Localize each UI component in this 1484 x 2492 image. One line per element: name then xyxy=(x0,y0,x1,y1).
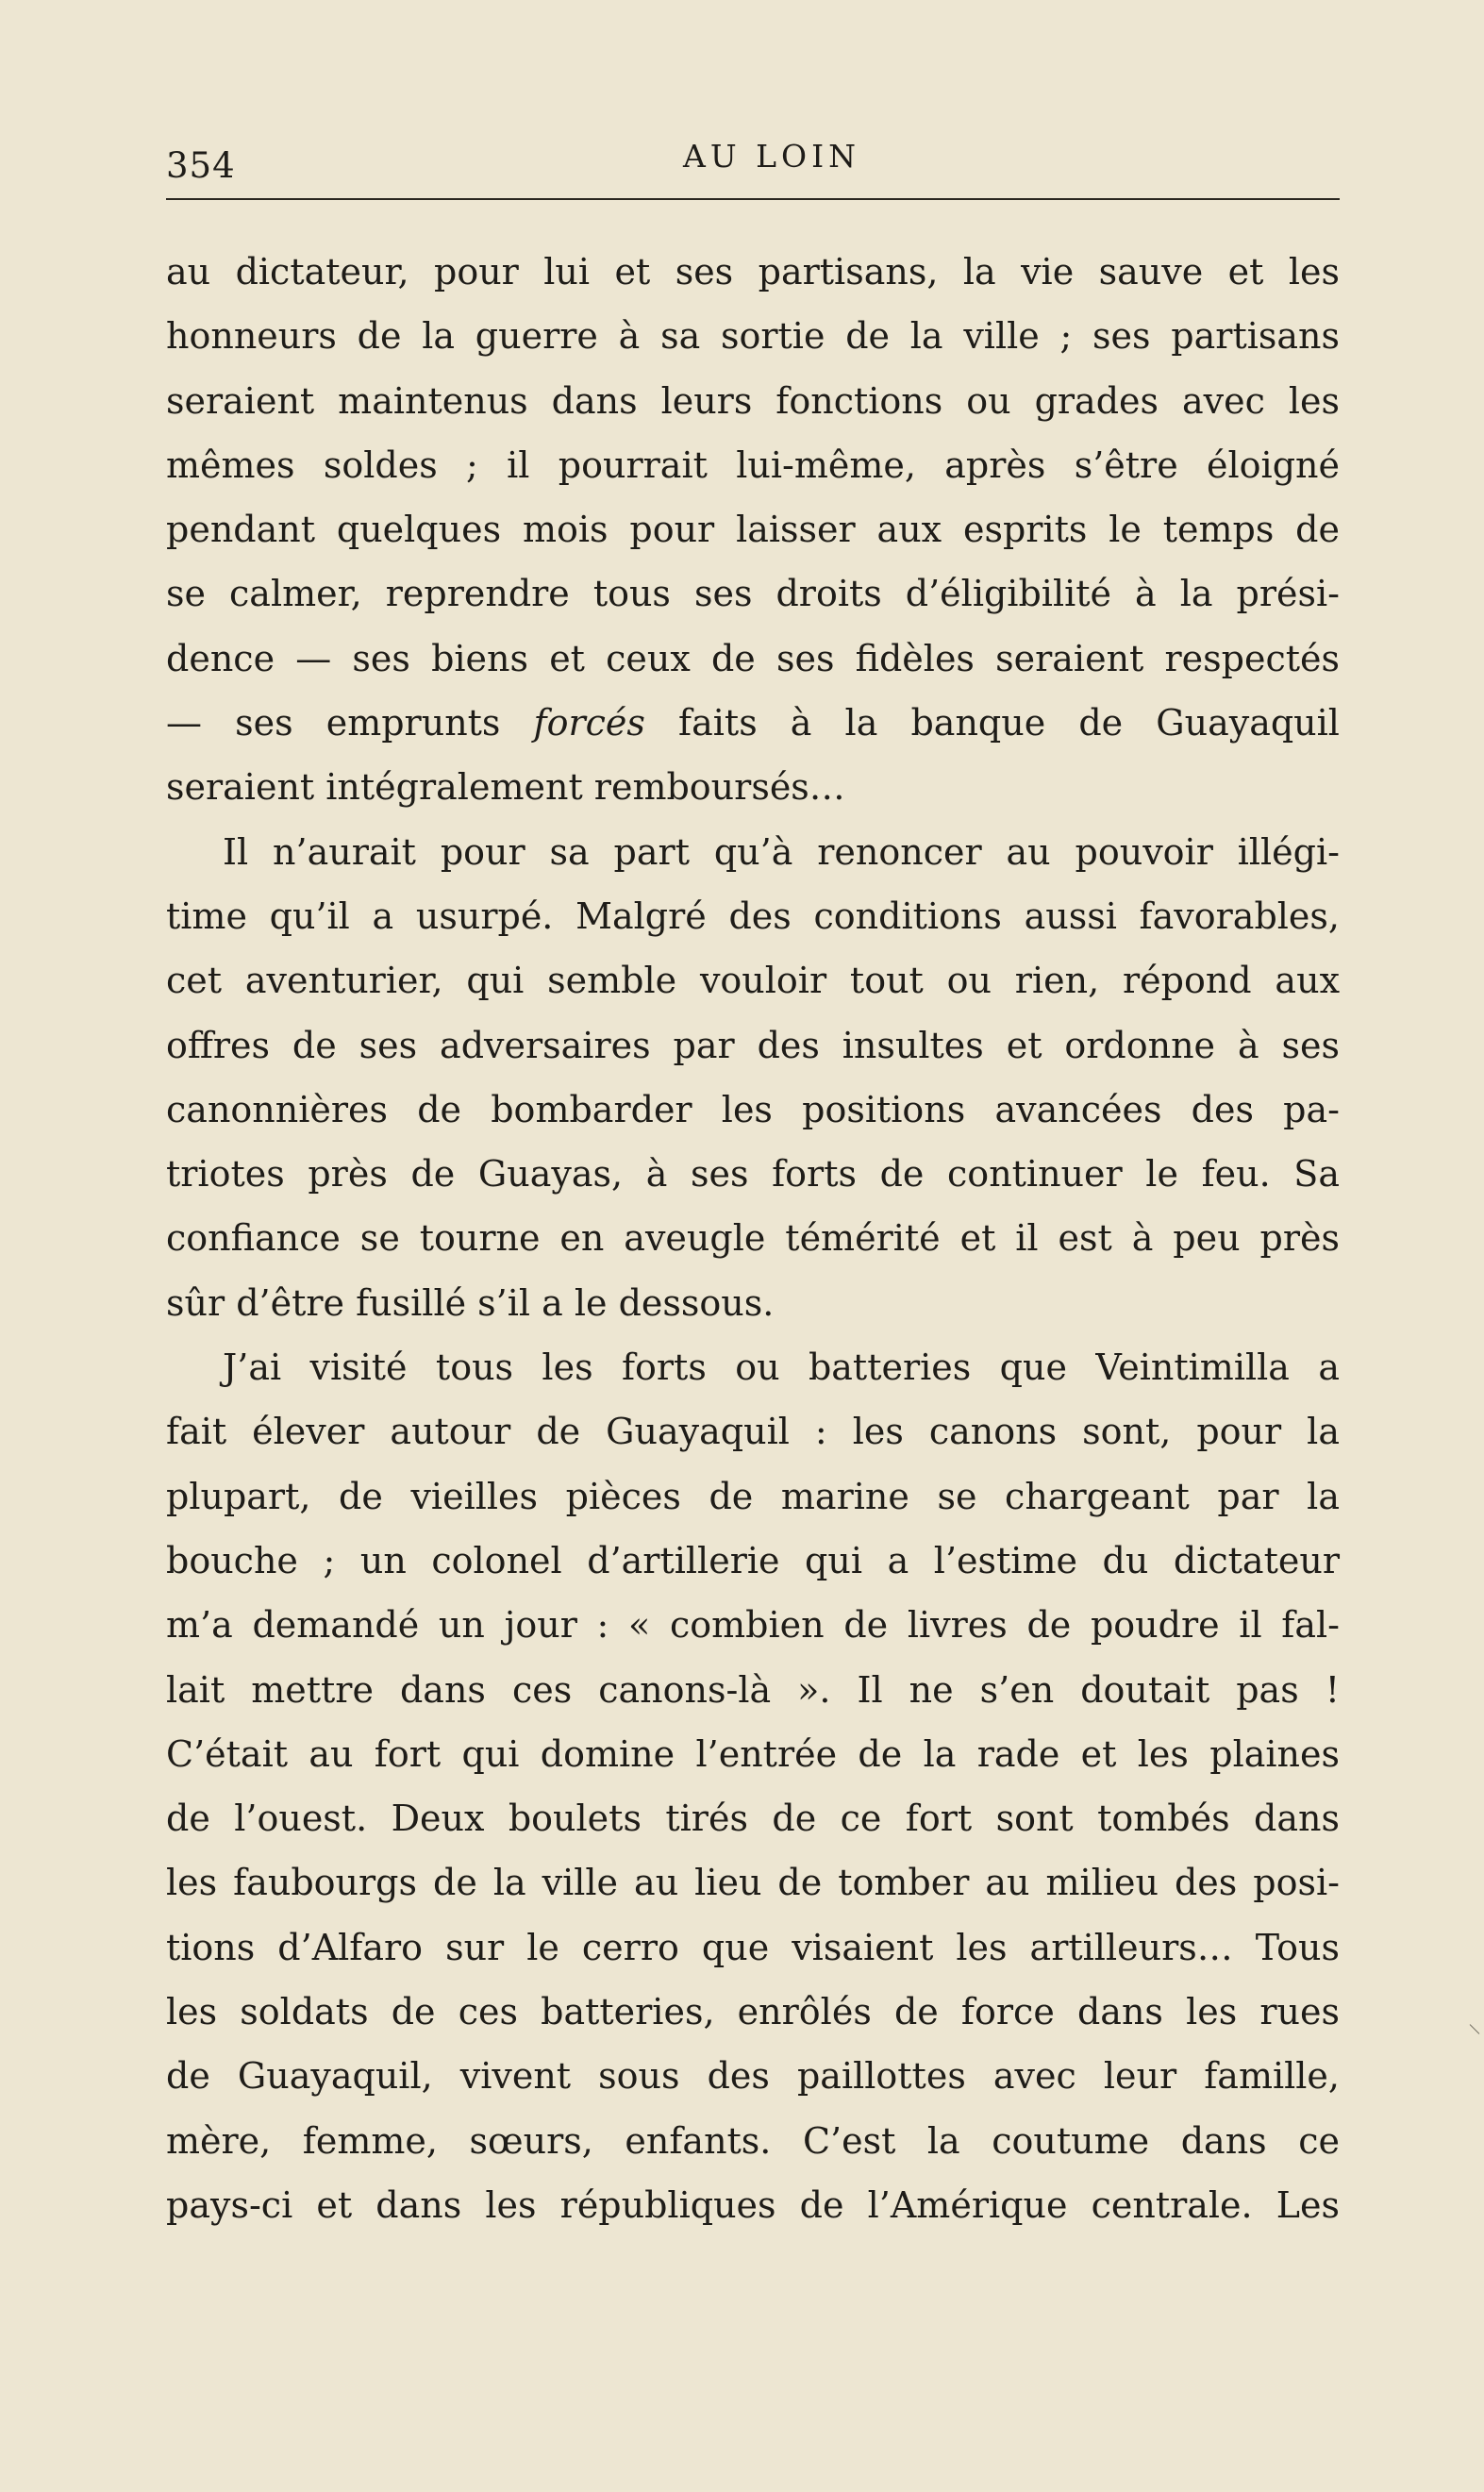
text-line: mère, femme, sœurs, enfants. C’est la coutume dans ce xyxy=(166,2119,1340,2162)
header-rule xyxy=(166,198,1340,200)
paragraph-start-line: J’ai visité tous les forts ou batteries que Veintimilla a xyxy=(223,1346,1340,1389)
text-line: m’a demandé un jour : « combien de livres de poudre il fal- xyxy=(166,1604,1340,1647)
text-segment: — ses emprunts xyxy=(166,702,501,744)
text-line: dence — ses biens et ceux de ses fidèles seraient respectés xyxy=(166,637,1340,679)
text-line: time qu’il a usurpé. Malgré des conditions aussi favorables, xyxy=(166,895,1340,937)
text-segment: faits à la banque de Guayaquil xyxy=(678,702,1340,744)
page-number: 354 xyxy=(166,145,236,186)
text-line: pays-ci et dans les républiques de l’Amérique centrale. Les xyxy=(166,2183,1340,2226)
text-line: plupart, de vieilles pièces de marine se chargeant par la xyxy=(166,1475,1340,1517)
text-line: fait élever autour de Guayaquil : les canons sont, pour la xyxy=(166,1411,1340,1453)
paragraph-start-line: Il n’aurait pour sa part qu’à renoncer au pouvoir illégi- xyxy=(223,830,1340,873)
text-line: de Guayaquil, vivent sous des paillottes avec leur famille, xyxy=(166,2055,1340,2098)
margin-mark xyxy=(1470,2024,1480,2034)
text-line: canonnières de bombarder les positions avancées des pa- xyxy=(166,1088,1340,1130)
text-line: les soldats de ces batteries, enrôlés de force dans les rues xyxy=(166,1991,1340,2033)
paragraph-end-line: seraient intégralement remboursés… xyxy=(166,766,845,809)
text-line: mêmes soldes ; il pourrait lui-même, après s’être éloigné xyxy=(166,443,1340,486)
text-line: confiance se tourne en aveugle témérité et il est à peu près xyxy=(166,1217,1340,1260)
body-text xyxy=(166,240,1340,2237)
text-line: C’était au fort qui domine l’entrée de la rade et les plaines xyxy=(166,1732,1340,1775)
text-line: cet aventurier, qui semble vouloir tout ou rien, répond aux xyxy=(166,960,1340,1002)
text-line: se calmer, reprendre tous ses droits d’éligibilité à la prési- xyxy=(166,573,1340,615)
paragraph-end-line: sûr d’être fusillé s’il a le dessous. xyxy=(166,1281,775,1324)
text-line: lait mettre dans ces canons-là ». Il ne s’en doutait pas ! xyxy=(166,1668,1340,1711)
italic-word: forcés xyxy=(533,702,645,744)
text-line: triotes près de Guayas, à ses forts de continuer le feu. Sa xyxy=(166,1153,1340,1196)
text-line: seraient maintenus dans leurs fonctions ou grades avec les xyxy=(166,379,1340,422)
text-line: les faubourgs de la ville au lieu de tomber au milieu des posi- xyxy=(166,1862,1340,1904)
running-title: AU LOIN xyxy=(682,138,860,175)
text-line: au dictateur, pour lui et ses partisans, la vie sauve et les xyxy=(166,251,1340,293)
text-line-with-italic xyxy=(166,691,1340,755)
text-line: honneurs de la guerre à sa sortie de la ville ; ses partisans xyxy=(166,315,1340,358)
text-line: offres de ses adversaires par des insultes et ordonne à ses xyxy=(166,1024,1340,1066)
running-head xyxy=(166,138,1340,185)
text-line: pendant quelques mois pour laisser aux esprits le temps de xyxy=(166,509,1340,551)
text-line: de l’ouest. Deux boulets tirés de ce fort sont tombés dans xyxy=(166,1798,1340,1840)
text-line: tions d’Alfaro sur le cerro que visaient les artilleurs… Tous xyxy=(166,1926,1340,1968)
text-line: bouche ; un colonel d’artillerie qui a l’estime du dictateur xyxy=(166,1539,1340,1581)
